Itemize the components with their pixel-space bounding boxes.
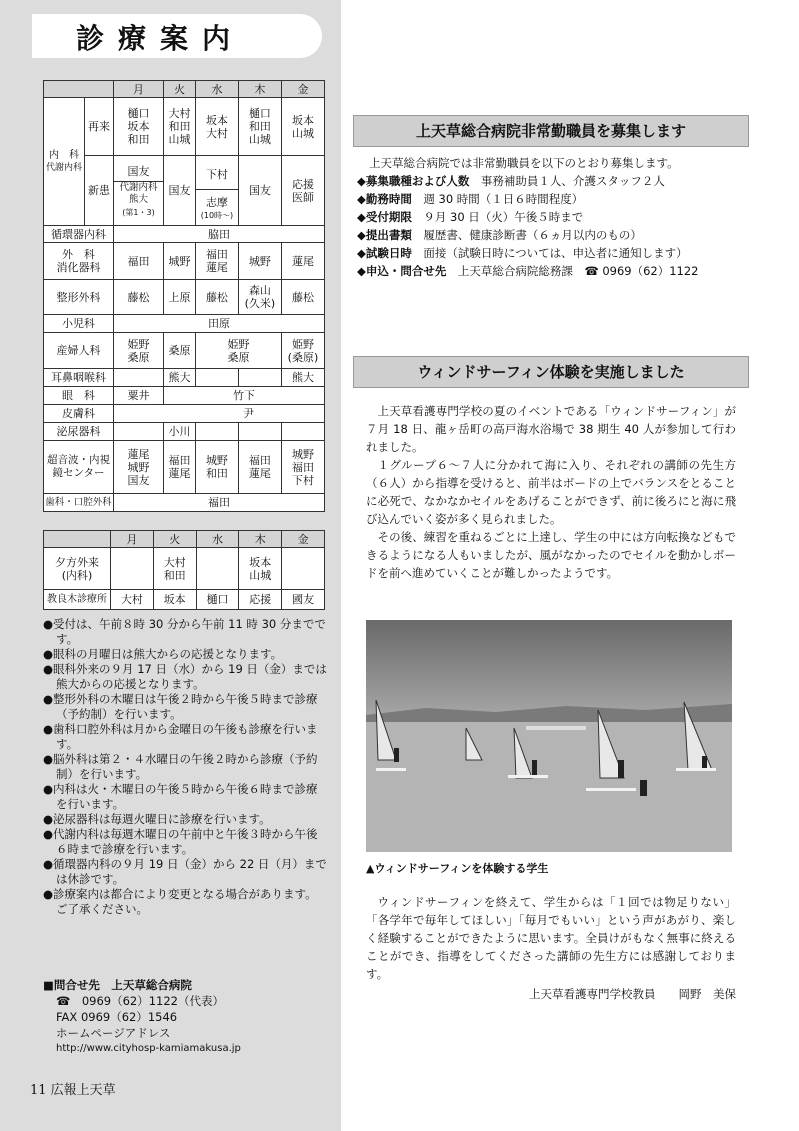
recruit-val: 履歴書、健康診断書（６ヵ月以内のもの） bbox=[423, 228, 642, 242]
cell: 福田 bbox=[114, 243, 164, 280]
notes-list bbox=[43, 617, 328, 917]
internal-label: 内 科 bbox=[49, 149, 79, 161]
cell: 城野 福田 下村 bbox=[281, 441, 324, 494]
cell: 小川 bbox=[164, 423, 196, 441]
contact-url[interactable]: http://www.cityhosp-kamiamakusa.jp bbox=[56, 1043, 241, 1054]
dept-label: 耳鼻咽喉科 bbox=[44, 369, 114, 387]
cell: 蓮尾 城野 国友 bbox=[114, 441, 164, 494]
cell: 藤松 bbox=[281, 280, 324, 315]
section-title: 診療案内 bbox=[76, 22, 245, 55]
dept-label: 夕方外来 (内科) bbox=[44, 548, 111, 590]
note: ●内科は火・木曜日の午後５時から午後６時まで診療を行います。 bbox=[43, 782, 318, 811]
windsurf-heading: ウィンドサーフィン体験を実施しました bbox=[353, 356, 749, 388]
paragraph: ウィンドサーフィンを終えて、学生からは「１回では物足りない」「各学年で毎年してほしい」「毎月でもいい」という声があがり、楽しく経験することができたように思います。全員けがもなく無事に終えることができ、指導をしてくださった講師の先生方には感謝しております。 bbox=[366, 895, 736, 981]
cell: 藤松 bbox=[114, 280, 164, 315]
recruit-key: ◆募集職種および人数 bbox=[357, 174, 470, 188]
day-fri: 金 bbox=[282, 531, 325, 548]
dept-label: 整形外科 bbox=[44, 280, 114, 315]
cell: 大村 bbox=[111, 590, 154, 610]
cell: 竹下 bbox=[164, 387, 325, 405]
cell: 福田 蓮尾 bbox=[196, 243, 239, 280]
cell: (第1・3) bbox=[122, 208, 155, 217]
windsurf-article bbox=[366, 402, 736, 582]
day-wed: 水 bbox=[196, 531, 239, 548]
cell: 坂本 bbox=[153, 590, 196, 610]
recruit-key: ◆申込・問合せ先 bbox=[357, 264, 447, 278]
cell: 田原 bbox=[114, 315, 325, 333]
cell: 粟井 bbox=[114, 387, 164, 405]
cell: 樋口 bbox=[196, 590, 239, 610]
note: ●眼科の月曜日は熊大からの応援となります。 bbox=[43, 647, 283, 661]
cell: (10時～) bbox=[200, 210, 234, 220]
cell: 熊大 bbox=[281, 369, 324, 387]
recruit-key: ◆提出書類 bbox=[357, 228, 412, 242]
cell: 応援 bbox=[239, 590, 282, 610]
recruit-val: 面接（試験日時については、申込者に通知します） bbox=[423, 246, 688, 260]
paragraph: １グループ６～７人に分かれて海に入り、それぞれの講師の先生方（６人）から指導を受けると、前半はボードの上でバランスをとることに必死で、なかなかセイルをあげることができず、前に後ろにと海に飛び込んでいく姿が多く見られました。 bbox=[366, 458, 736, 526]
new-label: 新患 bbox=[85, 156, 114, 226]
page-footer: 11 広報上天草 bbox=[30, 1083, 116, 1098]
paragraph: 上天草看護専門学校の夏のイベントである「ウィンドサーフィン」が７月 18 日、龍ヶ岳町の高戸海水浴場で 38 期生 40 人が参加して行われました。 bbox=[366, 404, 736, 454]
cell: 森山 (久米) bbox=[238, 280, 281, 315]
dept-label: 循環器内科 bbox=[44, 226, 114, 243]
cell: 姫野 桑原 bbox=[114, 333, 164, 369]
cell: 大村 和田 山城 bbox=[164, 98, 196, 156]
day-mon: 月 bbox=[114, 81, 164, 98]
day-thu: 木 bbox=[238, 81, 281, 98]
cell: 城野 和田 bbox=[196, 441, 239, 494]
dept-label: 歯科・口腔外科 bbox=[44, 494, 114, 512]
dept-label: 教良木診療所 bbox=[44, 590, 111, 610]
note: ●代謝内科は毎週木曜日の午前中と午後３時から午後６時まで診療を行います。 bbox=[43, 827, 318, 856]
cell: 福田 蓮尾 bbox=[164, 441, 196, 494]
dept-label: 皮膚科 bbox=[44, 405, 114, 423]
cell: 國友 bbox=[282, 590, 325, 610]
cell: 代謝内科 熊大 bbox=[119, 182, 158, 205]
cell: 坂本 山城 bbox=[239, 548, 282, 590]
cell: 桑原 bbox=[164, 333, 196, 369]
cell: 上原 bbox=[164, 280, 196, 315]
note: ●脳外科は第２・４水曜日の午後２時から診療（予約制）を行います。 bbox=[43, 752, 318, 781]
recruit-val: ９月 30 日（火）午後５時まで bbox=[423, 210, 584, 224]
cell: 国友 bbox=[114, 162, 163, 182]
recruit-key: ◆試験日時 bbox=[357, 246, 412, 260]
dept-label: 小児科 bbox=[44, 315, 114, 333]
cell: 応援 医師 bbox=[281, 156, 324, 226]
recruit-val: 上天草総合病院総務課 ☎ 0969（62）1122 bbox=[457, 264, 699, 278]
day-wed: 水 bbox=[196, 81, 239, 98]
note: ●眼科外来の９月 17 日（水）から 19 日（金）までは熊大からの応援となります。 bbox=[43, 662, 327, 691]
cell: 国友 bbox=[238, 156, 281, 226]
evening-table bbox=[43, 530, 325, 610]
dept-label: 超音波・内視 鏡センター bbox=[44, 441, 114, 494]
note: ●診療案内は都合により変更となる場合があります。ご了承ください。 bbox=[43, 887, 317, 916]
note: ●循環器内科の９月 19 日（金）から 22 日（月）までは休診です。 bbox=[43, 857, 327, 886]
cell: 樋口 和田 山城 bbox=[238, 98, 281, 156]
day-thu: 木 bbox=[239, 531, 282, 548]
cell: 大村 和田 bbox=[153, 548, 196, 590]
cell: 樋口 坂本 和田 bbox=[114, 98, 164, 156]
windsurf-article-2 bbox=[366, 893, 736, 1003]
section-title-tab bbox=[32, 14, 322, 58]
schedule-table bbox=[43, 80, 325, 512]
return-label: 再来 bbox=[85, 98, 114, 156]
recruit-val: 週 30 時間（１日６時間程度） bbox=[423, 192, 584, 206]
cell: 国友 bbox=[164, 156, 196, 226]
cell: 下村 bbox=[196, 160, 238, 190]
day-tue: 火 bbox=[164, 81, 196, 98]
note: ●歯科口腔外科は月から金曜日の午後も診療を行います。 bbox=[43, 722, 318, 751]
photo-caption: ▲ウィンドサーフィンを体験する学生 bbox=[366, 862, 549, 875]
cell: 姫野 (桑原) bbox=[281, 333, 324, 369]
metabolic-label: 代謝内科 bbox=[45, 162, 82, 173]
cell: 姫野 桑原 bbox=[196, 333, 282, 369]
cell: 熊大 bbox=[164, 369, 196, 387]
dept-label: 産婦人科 bbox=[44, 333, 114, 369]
dept-label: 眼 科 bbox=[44, 387, 114, 405]
dept-label: 泌尿器科 bbox=[44, 423, 114, 441]
day-fri: 金 bbox=[281, 81, 324, 98]
recruit-intro: 上天草総合病院では非常勤職員を以下のとおり募集します。 bbox=[369, 156, 679, 170]
cell: 城野 bbox=[164, 243, 196, 280]
cell: 福田 bbox=[114, 494, 325, 512]
signature: 上天草看護専門学校教員 岡野 美保 bbox=[529, 987, 736, 1001]
cell: 蓮尾 bbox=[281, 243, 324, 280]
paragraph: その後、練習を重ねるごとに上達し、学生の中には方向転換などもできるようになる人もいましたが、風がなかったのでセイルを動かしボードを前へ進めていくことが難しかったようです。 bbox=[366, 530, 736, 580]
recruit-heading: 上天草総合病院非常勤職員を募集します bbox=[353, 115, 749, 147]
cell: 尹 bbox=[114, 405, 325, 423]
contact-block bbox=[43, 977, 328, 1057]
cell: 志摩 bbox=[205, 195, 228, 209]
cell: 城野 bbox=[238, 243, 281, 280]
note: ●整形外科の木曜日は午後２時から午後５時まで診療（予約制）を行います。 bbox=[43, 692, 318, 721]
recruit-key: ◆勤務時間 bbox=[357, 192, 412, 206]
recruit-val: 事務補助員１人、介護スタッフ２人 bbox=[480, 174, 665, 188]
contact-title: ■問合せ先 上天草総合病院 bbox=[43, 978, 192, 992]
cell: 坂本 山城 bbox=[281, 98, 324, 156]
day-tue: 火 bbox=[153, 531, 196, 548]
contact-fax: FAX 0969（62）1546 bbox=[56, 1010, 178, 1024]
cell: 坂本 大村 bbox=[196, 98, 239, 156]
note: ●受付は、午前８時 30 分から午前 11 時 30 分までです。 bbox=[43, 617, 326, 646]
note: ●泌尿器科は毎週火曜日に診療を行います。 bbox=[43, 812, 271, 826]
contact-hp-label: ホームページアドレス bbox=[56, 1026, 171, 1040]
cell: 福田 蓮尾 bbox=[238, 441, 281, 494]
recruit-key: ◆受付期限 bbox=[357, 210, 412, 224]
windsurf-photo bbox=[366, 620, 732, 852]
dept-label: 外 科 消化器科 bbox=[44, 243, 114, 280]
recruit-block bbox=[357, 154, 757, 280]
contact-tel: ☎ 0969（62）1122（代表） bbox=[56, 994, 224, 1008]
day-mon: 月 bbox=[111, 531, 154, 548]
cell: 脇田 bbox=[114, 226, 325, 243]
cell: 藤松 bbox=[196, 280, 239, 315]
